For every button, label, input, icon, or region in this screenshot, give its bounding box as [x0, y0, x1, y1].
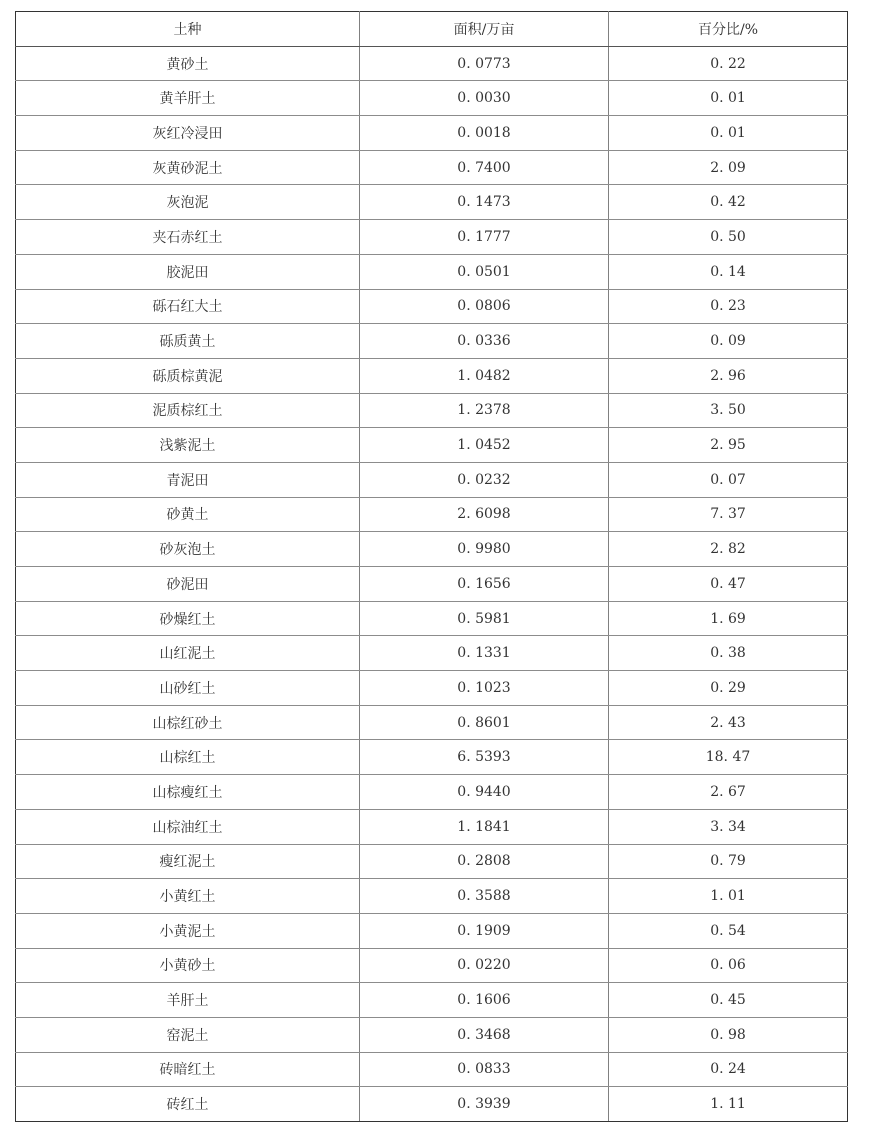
cell-percentage: 0. 23 — [609, 289, 848, 324]
table-row — [16, 879, 848, 914]
cell-area: 0. 1473 — [360, 185, 609, 220]
cell-soil-type: 砖暗红土 — [16, 1052, 360, 1087]
cell-percentage: 0. 01 — [609, 116, 848, 151]
cell-percentage: 0. 45 — [609, 983, 848, 1018]
cell-area: 0. 0018 — [360, 116, 609, 151]
cell-area: 0. 0220 — [360, 948, 609, 983]
cell-soil-type: 小黄红土 — [16, 879, 360, 914]
cell-area: 0. 1331 — [360, 636, 609, 671]
cell-area: 0. 3939 — [360, 1087, 609, 1122]
cell-soil-type: 灰泡泥 — [16, 185, 360, 220]
cell-soil-type: 砂泥田 — [16, 567, 360, 602]
cell-percentage: 0. 14 — [609, 254, 848, 289]
cell-area: 0. 1606 — [360, 983, 609, 1018]
cell-percentage: 0. 22 — [609, 46, 848, 81]
cell-percentage: 1. 01 — [609, 879, 848, 914]
cell-percentage: 0. 54 — [609, 913, 848, 948]
cell-soil-type: 小黄泥土 — [16, 913, 360, 948]
header-row — [16, 12, 848, 47]
cell-soil-type: 泥质棕红土 — [16, 393, 360, 428]
cell-area: 0. 5981 — [360, 601, 609, 636]
cell-area: 0. 0232 — [360, 462, 609, 497]
cell-area: 0. 1023 — [360, 671, 609, 706]
table-row — [16, 636, 848, 671]
cell-area: 0. 0806 — [360, 289, 609, 324]
cell-soil-type: 黄砂土 — [16, 46, 360, 81]
cell-soil-type: 灰红冷浸田 — [16, 116, 360, 151]
table-row — [16, 116, 848, 151]
cell-soil-type: 黄羊肝土 — [16, 81, 360, 116]
cell-percentage: 0. 06 — [609, 948, 848, 983]
cell-area: 0. 0030 — [360, 81, 609, 116]
cell-soil-type: 砾质黄土 — [16, 324, 360, 359]
table-row — [16, 948, 848, 983]
cell-area: 0. 0501 — [360, 254, 609, 289]
table-row — [16, 254, 848, 289]
cell-soil-type: 砾质棕黄泥 — [16, 358, 360, 393]
cell-percentage: 0. 38 — [609, 636, 848, 671]
cell-percentage: 0. 98 — [609, 1017, 848, 1052]
cell-area: 0. 8601 — [360, 705, 609, 740]
cell-area: 0. 1656 — [360, 567, 609, 602]
cell-soil-type: 灰黄砂泥土 — [16, 150, 360, 185]
cell-area: 0. 1909 — [360, 913, 609, 948]
cell-percentage: 0. 09 — [609, 324, 848, 359]
cell-percentage: 0. 42 — [609, 185, 848, 220]
cell-percentage: 1. 69 — [609, 601, 848, 636]
table-row — [16, 567, 848, 602]
cell-percentage: 2. 43 — [609, 705, 848, 740]
table-header — [16, 12, 848, 47]
table-row — [16, 740, 848, 775]
cell-soil-type: 胶泥田 — [16, 254, 360, 289]
header-soil-type: 土种 — [16, 12, 360, 47]
header-percentage: 百分比/% — [609, 12, 848, 47]
cell-soil-type: 窑泥土 — [16, 1017, 360, 1052]
cell-percentage: 7. 37 — [609, 497, 848, 532]
cell-percentage: 0. 29 — [609, 671, 848, 706]
cell-area: 0. 0336 — [360, 324, 609, 359]
cell-area: 0. 1777 — [360, 220, 609, 255]
cell-percentage: 2. 95 — [609, 428, 848, 463]
cell-soil-type: 山红泥土 — [16, 636, 360, 671]
cell-percentage: 0. 50 — [609, 220, 848, 255]
cell-soil-type: 砂灰泡土 — [16, 532, 360, 567]
cell-percentage: 3. 34 — [609, 809, 848, 844]
soil-area-table-container — [15, 11, 847, 1122]
cell-area: 0. 0833 — [360, 1052, 609, 1087]
table-row — [16, 1087, 848, 1122]
cell-area: 2. 6098 — [360, 497, 609, 532]
cell-soil-type: 小黄砂土 — [16, 948, 360, 983]
table-row — [16, 393, 848, 428]
table-row — [16, 185, 848, 220]
cell-area: 1. 0452 — [360, 428, 609, 463]
table-row — [16, 462, 848, 497]
table-row — [16, 358, 848, 393]
cell-percentage: 1. 11 — [609, 1087, 848, 1122]
header-area: 面积/万亩 — [360, 12, 609, 47]
cell-area: 6. 5393 — [360, 740, 609, 775]
cell-percentage: 2. 67 — [609, 775, 848, 810]
table-row — [16, 671, 848, 706]
table-row — [16, 775, 848, 810]
cell-soil-type: 山砂红土 — [16, 671, 360, 706]
table-body — [16, 46, 848, 1121]
table-row — [16, 913, 848, 948]
cell-percentage: 2. 09 — [609, 150, 848, 185]
table-row — [16, 150, 848, 185]
cell-percentage: 0. 07 — [609, 462, 848, 497]
cell-soil-type: 青泥田 — [16, 462, 360, 497]
cell-area: 0. 7400 — [360, 150, 609, 185]
cell-soil-type: 山棕红砂土 — [16, 705, 360, 740]
cell-soil-type: 山棕红土 — [16, 740, 360, 775]
cell-soil-type: 砂黄土 — [16, 497, 360, 532]
table-row — [16, 289, 848, 324]
cell-soil-type: 砂燥红土 — [16, 601, 360, 636]
cell-area: 0. 2808 — [360, 844, 609, 879]
table-row — [16, 809, 848, 844]
cell-area: 0. 3468 — [360, 1017, 609, 1052]
table-row — [16, 983, 848, 1018]
cell-soil-type: 羊肝土 — [16, 983, 360, 1018]
table-row — [16, 220, 848, 255]
cell-soil-type: 夹石赤红土 — [16, 220, 360, 255]
cell-area: 1. 1841 — [360, 809, 609, 844]
table-row — [16, 705, 848, 740]
cell-percentage: 0. 24 — [609, 1052, 848, 1087]
cell-percentage: 0. 01 — [609, 81, 848, 116]
cell-percentage: 2. 82 — [609, 532, 848, 567]
table-row — [16, 324, 848, 359]
cell-soil-type: 砖红土 — [16, 1087, 360, 1122]
table-row — [16, 428, 848, 463]
table-row — [16, 1017, 848, 1052]
cell-area: 1. 2378 — [360, 393, 609, 428]
table-row — [16, 46, 848, 81]
cell-percentage: 18. 47 — [609, 740, 848, 775]
cell-area: 0. 9440 — [360, 775, 609, 810]
cell-soil-type: 浅紫泥土 — [16, 428, 360, 463]
cell-area: 0. 3588 — [360, 879, 609, 914]
cell-percentage: 0. 47 — [609, 567, 848, 602]
table-row — [16, 497, 848, 532]
cell-soil-type: 山棕油红土 — [16, 809, 360, 844]
cell-soil-type: 山棕瘦红土 — [16, 775, 360, 810]
cell-percentage: 3. 50 — [609, 393, 848, 428]
table-row — [16, 81, 848, 116]
cell-percentage: 0. 79 — [609, 844, 848, 879]
table-row — [16, 844, 848, 879]
cell-area: 1. 0482 — [360, 358, 609, 393]
cell-area: 0. 0773 — [360, 46, 609, 81]
table-row — [16, 1052, 848, 1087]
cell-soil-type: 瘦红泥土 — [16, 844, 360, 879]
cell-area: 0. 9980 — [360, 532, 609, 567]
cell-percentage: 2. 96 — [609, 358, 848, 393]
table-row — [16, 532, 848, 567]
table-row — [16, 601, 848, 636]
soil-area-table — [15, 11, 848, 1122]
cell-soil-type: 砾石红大土 — [16, 289, 360, 324]
